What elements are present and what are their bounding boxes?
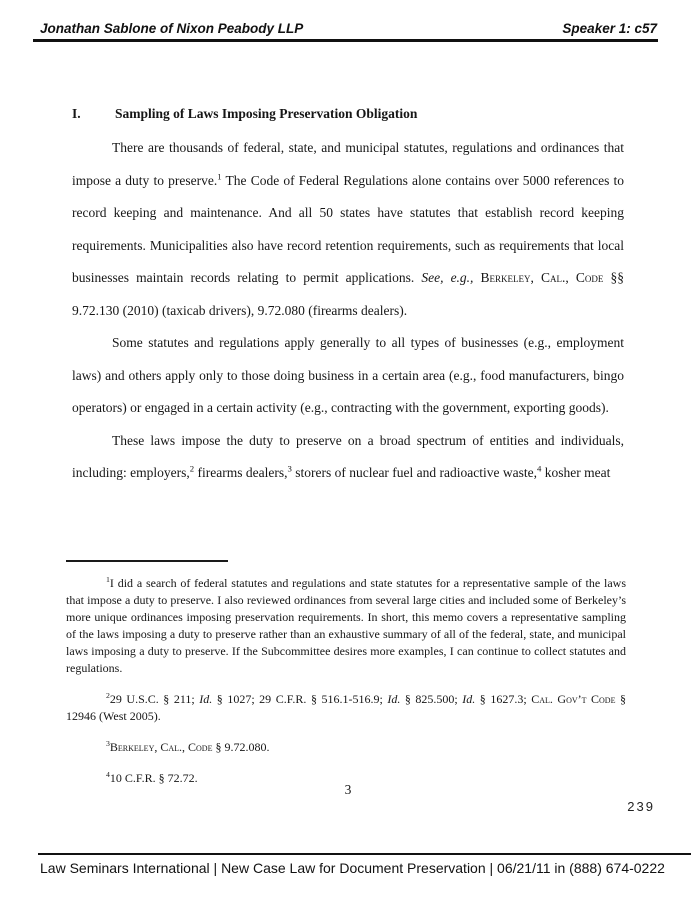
paragraph-3-text: kosher meat xyxy=(541,465,611,480)
footnote-3-number: 3 xyxy=(106,739,110,748)
section-number: I. xyxy=(72,106,81,121)
section-title xyxy=(72,104,624,124)
footnote-2-id-cite: Id. xyxy=(199,692,213,706)
footnote-2-id-cite: Id. xyxy=(462,692,476,706)
paragraph-2-text: Some statutes and regulations apply generally to all types of businesses (e.g., employment laws) and others apply only to those doing business in a certain area (e.g., food manufacturers, bingo operators) or engaged in a certain activity (e.g., contracting with the government, exporting goods). xyxy=(72,335,624,415)
footnote-2 xyxy=(66,691,626,725)
footnote-3-text: § 9.72.080. xyxy=(212,740,270,754)
footnote-1-number: 1 xyxy=(106,575,110,584)
footnote-2-text: 29 U.S.C. § 211; xyxy=(109,692,200,706)
footnote-4-number: 4 xyxy=(106,770,110,779)
paragraph-1-text: There are thousands of federal, state, and municipal statutes, regulations and ordinances that impose a duty to preserve. xyxy=(72,140,624,188)
paragraph-1-text: The Code of Federal Regulations alone contains over 5000 references to record keeping and maintenance. And all 50 states have statutes that establish record keeping requirements. Municipalities also have record retention requirements, such as requirements that local businesses maintain records relating to permit applications. xyxy=(72,172,625,285)
header-rule xyxy=(33,39,658,42)
footnote-2-id-cite: Id. xyxy=(387,692,401,706)
footnote-2-number: 2 xyxy=(106,691,110,700)
page-number: 3 xyxy=(344,782,352,797)
footnote-2-text: § 825.500; xyxy=(400,692,463,706)
footnote-area xyxy=(66,560,626,801)
footer-rule xyxy=(38,853,691,855)
citation-signal: See, e.g., xyxy=(421,270,474,285)
footnote-3 xyxy=(66,739,626,756)
paragraph-3 xyxy=(72,425,624,490)
footnote-ref-2: 2 xyxy=(189,463,195,474)
footnote-2-code-cite: Cal. Gov’t Code xyxy=(531,692,616,706)
paragraph-3-text: storers of nuclear fuel and radioactive waste, xyxy=(291,465,537,480)
header-speaker-label: Speaker 1: c57 xyxy=(562,21,657,36)
footer-seminar-info: Law Seminars International | New Case Law for Document Preservation | 06/21/11 in (888) 674-0222 xyxy=(40,860,665,876)
footnote-3-code-cite: Berkeley, Cal., Code xyxy=(109,740,213,754)
paragraph-3-text: These laws impose the duty to preserve on a broad spectrum of entities and individuals, including: employers, xyxy=(72,432,624,480)
paragraph-2 xyxy=(72,327,624,425)
footnote-ref-4: 4 xyxy=(537,463,542,474)
footnote-ref-1: 1 xyxy=(217,171,222,181)
citation-code: Berkeley, Cal., Code xyxy=(473,270,604,285)
footnote-1-text: I did a search of federal statutes and regulations and state statutes for a representative sample of the laws that impose a duty to preserve. I also reviewed ordinances from several large cities and included some of Berkeley’s more unique ordinances imposing preservation requirements. In short, this memo covers a representative sampling of the laws imposing a duty to preserve rather than an exhaustive summary of all of the federal, state, and municipal laws imposing a duty to preserve. If the Subcommittee desires more examples, I can continue to collect statutes and regulations. xyxy=(66,576,626,675)
footnote-4-text: 10 C.F.R. § 72.72. xyxy=(109,771,198,785)
footnote-2-text: § 1627.3; xyxy=(475,692,532,706)
footnote-separator-rule xyxy=(66,560,228,562)
paragraph-3-text: firearms dealers, xyxy=(194,465,288,480)
section-title-text: Sampling of Laws Imposing Preservation Obligation xyxy=(115,106,418,121)
document-body xyxy=(72,104,624,490)
footnote-1 xyxy=(66,575,626,677)
paragraph-1-text: §§ 9.72.130 (2010) (taxicab drivers), 9.72.080 (firearms dealers). xyxy=(72,270,625,318)
footnote-ref-3: 3 xyxy=(287,463,292,474)
footnote-2-text: § 12946 (West 2005). xyxy=(66,692,627,723)
footnote-2-text: § 1027; 29 C.F.R. § 516.1-516.9; xyxy=(212,692,388,706)
paragraph-1 xyxy=(72,132,624,327)
header-author: Jonathan Sablone of Nixon Peabody LLP xyxy=(40,21,304,36)
bates-stamp: 239 xyxy=(627,799,655,814)
